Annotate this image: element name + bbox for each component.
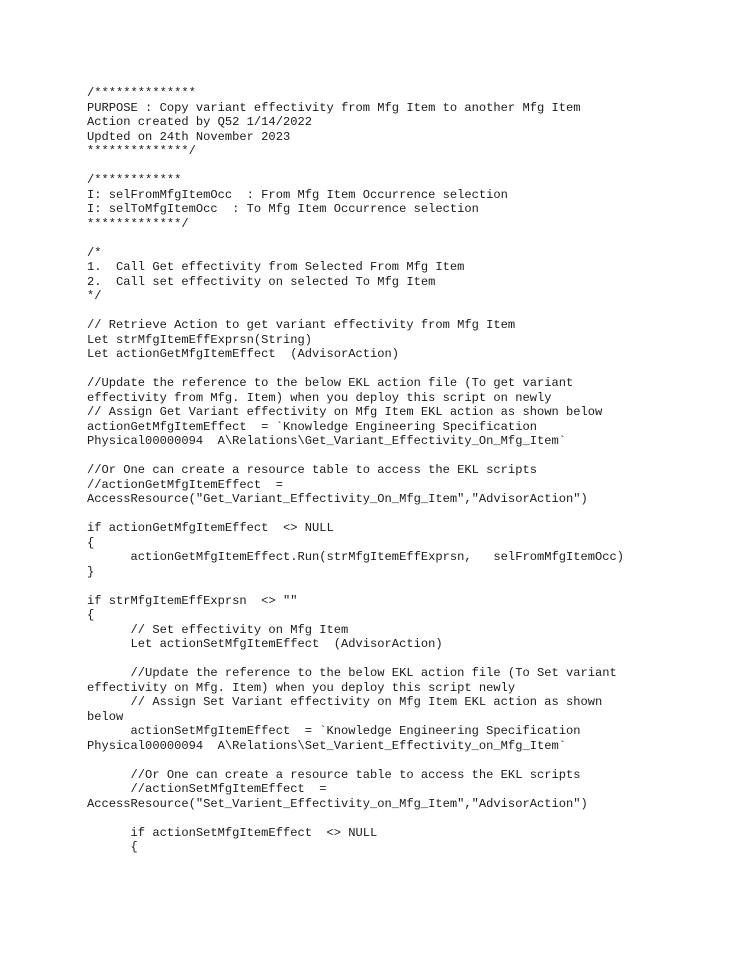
code-line: /************** (87, 86, 196, 100)
code-line: *************/ (87, 216, 189, 231)
code-line: actionGetMfgItemEffect.Run(strMfgItemEffExprsn, selFromMfgItemOcc) (87, 550, 625, 564)
code-line: AccessResource("Get_Variant_Effectivity_On_Mfg_Item","AdvisorAction") (87, 492, 588, 506)
code-line: Let actionGetMfgItemEffect (AdvisorAction) (87, 347, 400, 361)
code-line: { (87, 608, 95, 622)
code-line: //actionGetMfgItemEffect = (87, 477, 283, 492)
code-line (87, 652, 727, 667)
code-line: } (87, 564, 95, 579)
code-line (87, 231, 727, 246)
code-line: actionGetMfgItemEffect = `Knowledge Engineering Specification (87, 419, 537, 434)
code-line: if actionGetMfgItemEffect <> NULL (87, 521, 334, 535)
code-line (87, 811, 727, 826)
code-line: Let strMfgItemEffExprsn(String) (87, 332, 312, 347)
code-line: /* (87, 245, 102, 260)
code-line: Physical00000094 A\Relations\Get_Variant_Effectivity_On_Mfg_Item` (87, 434, 566, 448)
code-line (87, 362, 727, 377)
code-line: AccessResource("Set_Varient_Effectivity_on_Mfg_Item","AdvisorAction") (87, 796, 588, 811)
code-line: { (87, 840, 138, 854)
code-line: 1. Call Get effectivity from Selected From Mfg Item (87, 260, 465, 274)
code-line (87, 304, 727, 319)
code-line: //Or One can create a resource table to access the EKL scripts (87, 767, 581, 782)
code-line: effectivity from Mfg. Item) when you deploy this script on newly (87, 390, 552, 405)
code-line: //Or One can create a resource table to access the EKL scripts (87, 463, 537, 477)
code-line (87, 159, 727, 174)
code-line: //Update the reference to the below EKL action file (To get variant (87, 376, 574, 390)
code-line (87, 753, 727, 768)
code-line: // Assign Set Variant effectivity on Mfg Item EKL action as shown (87, 695, 603, 709)
code-line: I: selFromMfgItemOcc : From Mfg Item Occurrence selection (87, 187, 508, 202)
code-line (87, 507, 727, 522)
code-line: Physical00000094 A\Relations\Set_Varient_Effectivity_on_Mfg_Item` (87, 738, 566, 753)
code-line: // Set effectivity on Mfg Item (87, 622, 349, 637)
code-line: // Retrieve Action to get variant effectivity from Mfg Item (87, 318, 516, 332)
code-line: Action created by Q52 1/14/2022 (87, 115, 312, 129)
code-line: PURPOSE : Copy variant effectivity from Mfg Item to another Mfg Item (87, 100, 581, 115)
code-line: { (87, 535, 95, 550)
code-line: //Update the reference to the below EKL action file (To Set variant (87, 666, 617, 680)
code-line: Let actionSetMfgItemEffect (AdvisorAction) (87, 637, 443, 651)
code-line (87, 449, 727, 464)
code-line: if actionSetMfgItemEffect <> NULL (87, 825, 378, 840)
code-line: 2. Call set effectivity on selected To Mfg Item (87, 274, 436, 289)
code-line: */ (87, 289, 102, 303)
code-line: effectivity on Mfg. Item) when you deploy this script newly (87, 680, 516, 695)
code-listing (87, 86, 727, 855)
code-line: if strMfgItemEffExprsn <> "" (87, 593, 298, 608)
code-line (87, 579, 727, 594)
code-line: /************ (87, 173, 182, 187)
code-line: **************/ (87, 144, 196, 158)
code-line: // Assign Get Variant effectivity on Mfg Item EKL action as shown below (87, 405, 603, 419)
code-line: actionSetMfgItemEffect = `Knowledge Engineering Specification (87, 724, 581, 738)
code-line: Updted on 24th November 2023 (87, 129, 291, 144)
code-line: //actionSetMfgItemEffect = (87, 782, 327, 796)
code-line: below (87, 709, 124, 724)
code-line: I: selToMfgItemOcc : To Mfg Item Occurrence selection (87, 202, 479, 216)
